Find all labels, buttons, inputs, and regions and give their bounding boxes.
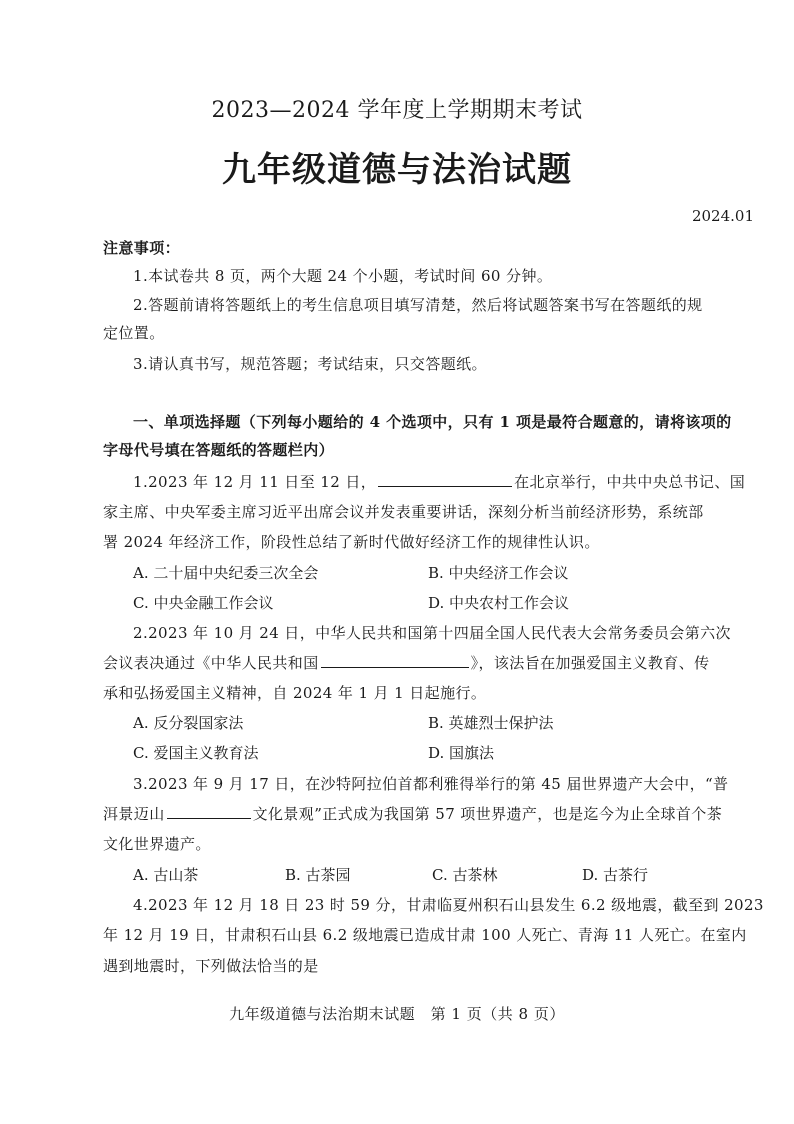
q1-line3: 署 2024 年经济工作，阶段性总结了新时代做好经济工作的规律性认识。 [103, 533, 600, 551]
q2-line2-pre: 会议表决通过《中华人民共和国 [103, 654, 319, 672]
q1-line1-post: 在北京举行，中共中央总书记、国 [514, 473, 746, 491]
q4-line3: 遇到地震时，下列做法恰当的是 [103, 957, 319, 975]
q2-option-d: D. 国旗法 [428, 744, 495, 762]
q1-option-b: B. 中央经济工作会议 [428, 564, 569, 582]
notes-item-1: 1.本试卷共 8 页，两个大题 24 个小题，考试时间 60 分钟。 [133, 267, 553, 285]
q1-answer-blank [378, 472, 512, 487]
q2-line2-post: 》，该法旨在加强爱国主义教育、传 [470, 654, 710, 672]
section1-heading-line2: 字母代号填在答题纸的答题栏内） [103, 441, 335, 459]
q1-option-c: C. 中央金融工作会议 [133, 594, 274, 612]
q4-line1: 4.2023 年 12 月 18 日 23 时 59 分，甘肃临夏州积石山县发生 6.2 级地震，截至到 2023 [133, 896, 764, 914]
section1-heading-line1: 一、单项选择题（下列每小题给的 4 个选项中，只有 1 项是最符合题意的，请将该项的 [133, 413, 732, 431]
q2-line1: 2.2023 年 10 月 24 日，中华人民共和国第十四届全国人民代表大会常务委员会第六次 [133, 624, 731, 642]
q1-line1 [133, 471, 745, 492]
q3-line2 [103, 803, 722, 824]
notes-item-3: 3.请认真书写，规范答题；考试结束，只交答题纸。 [133, 355, 487, 373]
notes-heading: 注意事项： [103, 239, 181, 257]
q2-answer-blank [321, 653, 469, 668]
q1-line2: 家主席、中央军委主席习近平出席会议并发表重要讲话，深刻分析当前经济形势，系统部 [103, 503, 704, 521]
q3-option-a: A. 古山茶 [133, 866, 199, 884]
q2-option-b: B. 英雄烈士保护法 [428, 714, 554, 732]
q3-option-d: D. 古茶行 [582, 866, 649, 884]
notes-item-2-line2: 定位置。 [103, 324, 165, 342]
page-footer: 九年级道德与法治期末试题 第 1 页（共 8 页） [229, 1005, 565, 1023]
q2-line3: 承和弘扬爱国主义精神，自 2024 年 1 月 1 日起施行。 [103, 684, 487, 702]
q2-option-a: A. 反分裂国家法 [133, 714, 244, 732]
q3-line1: 3.2023 年 9 月 17 日，在沙特阿拉伯首都利雅得举行的第 45 届世界遗产大会中，“普 [133, 775, 729, 793]
exam-subtitle: 2023—2024 学年度上学期期末考试 [211, 98, 583, 123]
q4-line2: 年 12 月 19 日，甘肃积石山县 6.2 级地震已造成甘肃 100 人死亡、青海 11 人死亡。在室内 [103, 926, 747, 944]
notes-item-2-line1: 2.答题前请将答题纸上的考生信息项目填写清楚，然后将试题答案书写在答题纸的规 [133, 296, 703, 314]
q2-line2 [103, 652, 710, 673]
q3-line2-pre: 洱景迈山 [103, 805, 165, 823]
q3-answer-blank [167, 804, 251, 819]
q3-line2-post: 文化景观”正式成为我国第 57 项世界遗产，也是迄今为止全球首个茶 [252, 805, 723, 823]
q2-option-c: C. 爱国主义教育法 [133, 744, 259, 762]
exam-title: 九年级道德与法治试题 [222, 150, 572, 190]
q3-option-b: B. 古茶园 [285, 866, 351, 884]
q3-line3: 文化世界遗产。 [103, 835, 211, 853]
exam-date: 2024.01 [691, 207, 754, 225]
q1-line1-pre: 1.2023 年 12 月 11 日至 12 日， [133, 473, 377, 491]
q3-option-c: C. 古茶林 [432, 866, 498, 884]
q1-option-a: A. 二十届中央纪委三次全会 [133, 564, 319, 582]
q1-option-d: D. 中央农村工作会议 [428, 594, 570, 612]
